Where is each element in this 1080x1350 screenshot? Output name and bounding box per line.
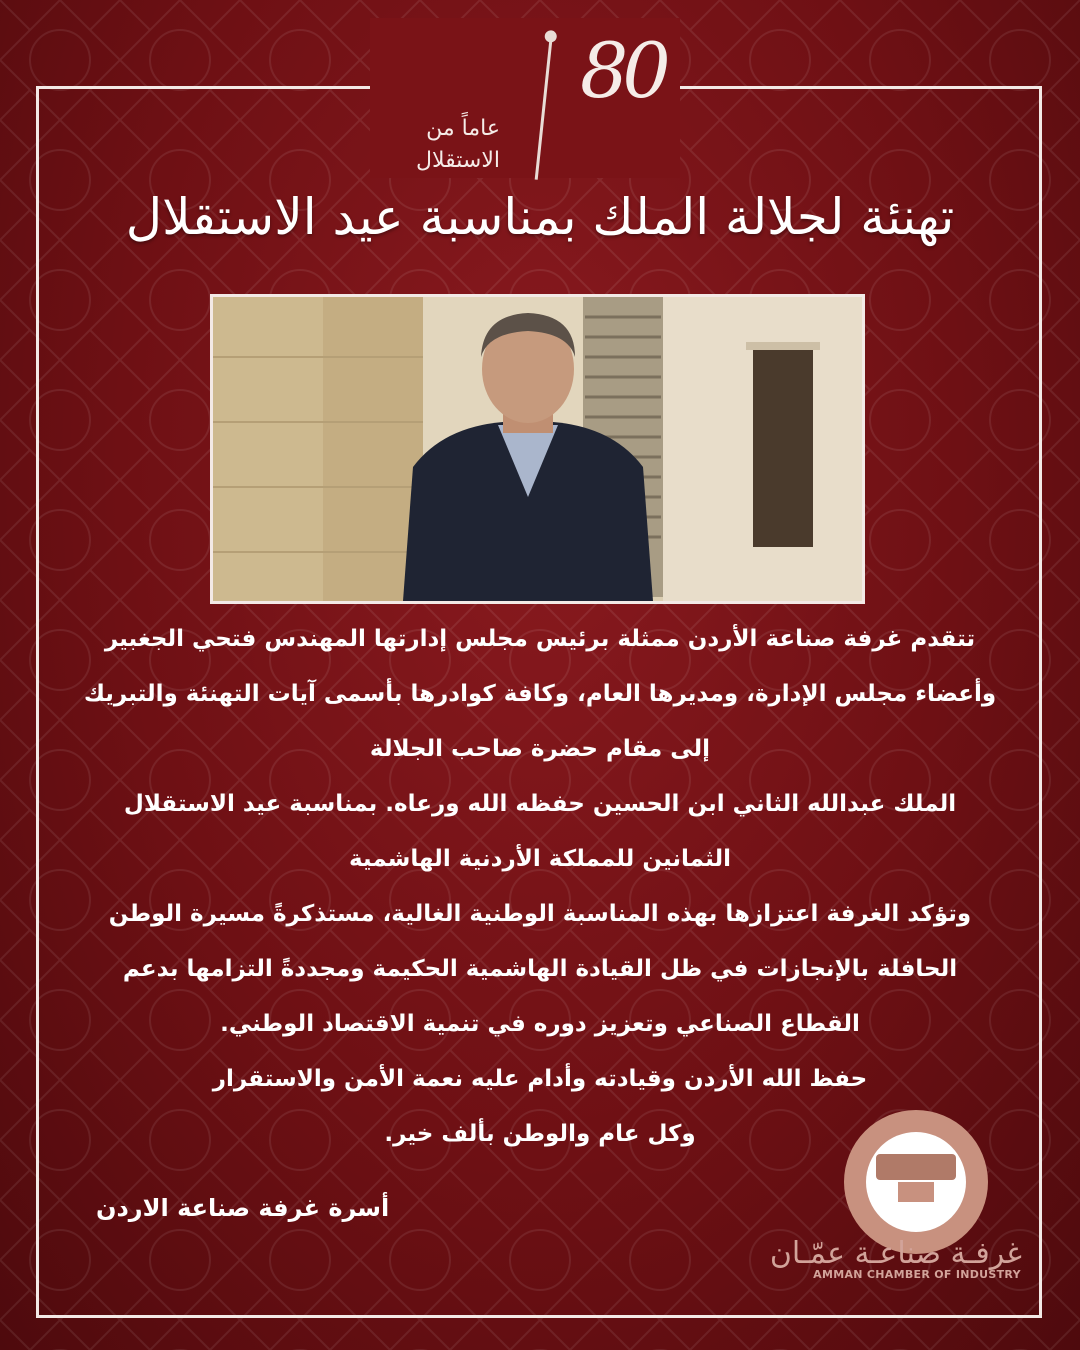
message-line: وتؤكد الغرفة اعتزازها بهذه المناسبة الوطنية الغالية، مستذكرةً مسيرة الوطن <box>108 901 972 927</box>
signature: أسرة غرفة صناعة الاردن <box>96 1194 390 1222</box>
logo-english-name: AMMAN CHAMBER OF INDUSTRY <box>813 1268 1021 1281</box>
message-line: الحافلة بالإنجازات في ظل القيادة الهاشمية الحكيمة ومجددةً التزامها بدعم <box>122 956 958 982</box>
message-line: إلى مقام حضرة صاحب الجلالة <box>369 736 711 762</box>
pin-ornament <box>535 40 553 180</box>
logo-arabic-name: غرفـة صناعـة عمّـان <box>769 1236 1022 1271</box>
portrait-photo <box>210 294 865 604</box>
headline: تهنئة لجلالة الملك بمناسبة عيد الاستقلال <box>125 188 955 246</box>
message-line: وكل عام والوطن بألف خير. <box>384 1121 696 1147</box>
message-body <box>50 612 1030 1162</box>
message-line: الثمانين للمملكة الأردنية الهاشمية <box>348 846 732 872</box>
message-line: حفظ الله الأردن وقيادته وأدام عليه نعمة الأمن والاستقرار <box>212 1066 868 1092</box>
independence-80-emblem <box>370 18 680 178</box>
message-line: القطاع الصناعي وتعزيز دوره في تنمية الاقتصاد الوطني. <box>220 1011 860 1037</box>
emblem-line1: عاماً من <box>426 116 500 141</box>
message-line: وأعضاء مجلس الإدارة، ومديرها العام، وكافة كوادرها بأسمى آيات التهنئة والتبريك <box>83 681 997 707</box>
emblem-number: 80 <box>580 26 665 115</box>
message-line: تتقدم غرفة صناعة الأردن ممثلة برئيس مجلس إدارتها المهندس فتحي الجغبير <box>104 626 976 652</box>
message-line: الملك عبدالله الثاني ابن الحسين حفظه الله ورعاه. بمناسبة عيد الاستقلال <box>123 791 957 817</box>
emblem-line2: الاستقلال <box>416 148 500 173</box>
chamber-logo-seal <box>842 1108 990 1256</box>
